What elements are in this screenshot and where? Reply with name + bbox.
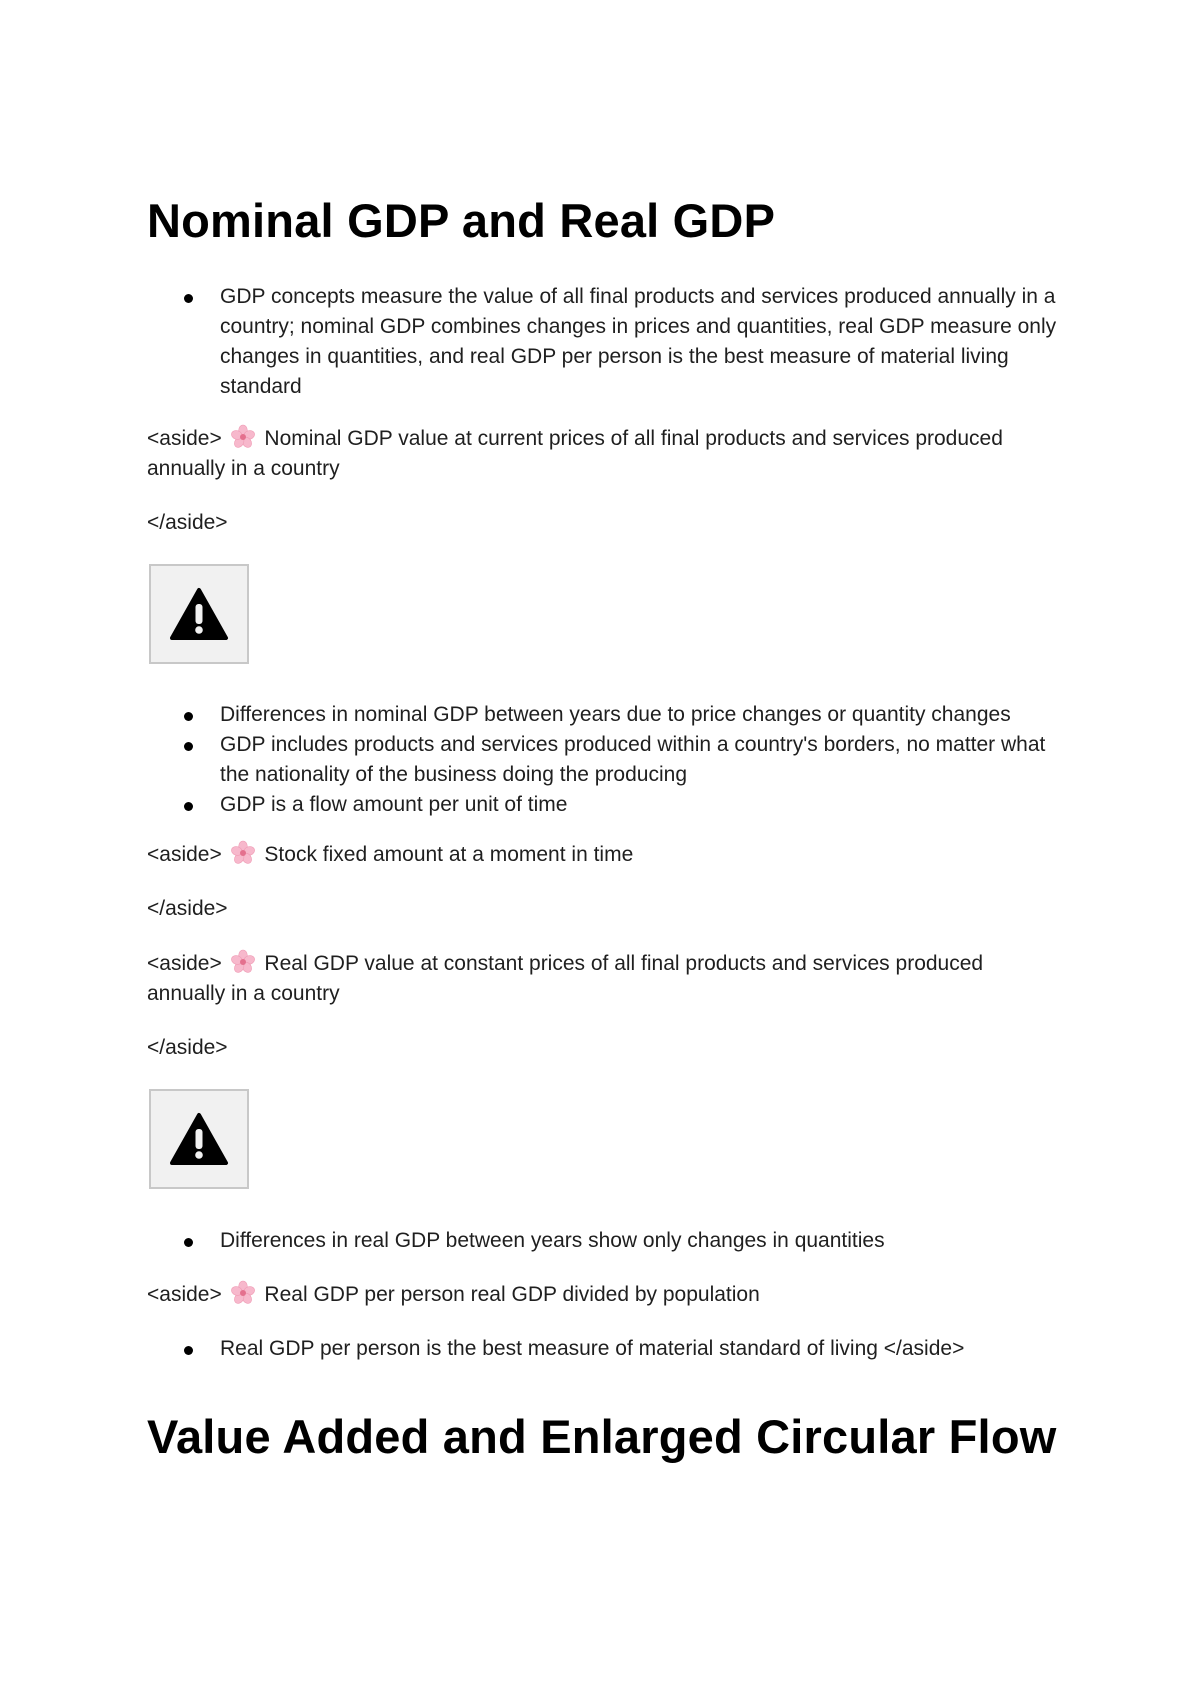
cherry-blossom-icon: [230, 949, 256, 975]
list-item: Differences in nominal GDP between years due to price changes or quantity changes: [147, 700, 1067, 730]
aside-open-tag: <aside>: [147, 843, 222, 866]
aside-close-tag: </aside>: [147, 1036, 228, 1059]
aside-open-tag: <aside>: [147, 952, 222, 975]
aside-nominal-gdp: [147, 424, 1067, 484]
heading-nominal-real-gdp: Nominal GDP and Real GDP: [147, 194, 776, 247]
aside-text: Stock fixed amount at a moment in time: [264, 843, 634, 866]
aside-real-gdp: [147, 949, 1067, 1009]
heading-value-added-circular-flow: Value Added and Enlarged Circular Flow: [147, 1410, 1057, 1463]
cherry-blossom-icon: [230, 840, 256, 866]
cherry-blossom-icon: [230, 424, 256, 450]
aside-real-gdp-per-person: [147, 1280, 1067, 1310]
warning-image-placeholder: [149, 564, 249, 664]
aside-stock: [147, 840, 1067, 870]
warning-image-placeholder: [149, 1089, 249, 1189]
aside-text: Real GDP value at constant prices of all final products and services produced annually in a country: [147, 952, 984, 1005]
aside-text: Real GDP per person real GDP divided by population: [264, 1283, 760, 1306]
aside-close-tag: </aside>: [147, 511, 228, 534]
bullet-list-nominal-gdp-notes: [147, 700, 1067, 820]
aside-open-tag: <aside>: [147, 1283, 222, 1306]
list-item: GDP includes products and services produced within a country's borders, no matter what the nationality of the business doing the producing: [147, 730, 1067, 790]
bullet-list-gdp-concepts: [147, 282, 1067, 402]
aside-close-tag: </aside>: [147, 897, 228, 920]
warning-icon: [169, 1112, 229, 1166]
warning-icon: [169, 587, 229, 641]
list-item: Real GDP per person is the best measure of material standard of living </aside>: [147, 1334, 1067, 1364]
aside-text: Nominal GDP value at current prices of all final products and services produced annually in a country: [147, 427, 1003, 480]
list-item: Differences in real GDP between years show only changes in quantities: [147, 1226, 1067, 1256]
bullet-list-real-gdp-notes: [147, 1226, 1067, 1256]
cherry-blossom-icon: [230, 1280, 256, 1306]
aside-open-tag: <aside>: [147, 427, 222, 450]
list-item: GDP concepts measure the value of all final products and services produced annually in a country; nominal GDP combines changes in prices and quantities, real GDP measure only changes in quantities, and real GDP per person is the best measure of material living standard: [147, 282, 1067, 402]
list-item: GDP is a flow amount per unit of time: [147, 790, 1067, 820]
bullet-list-living-standard: [147, 1334, 1067, 1364]
